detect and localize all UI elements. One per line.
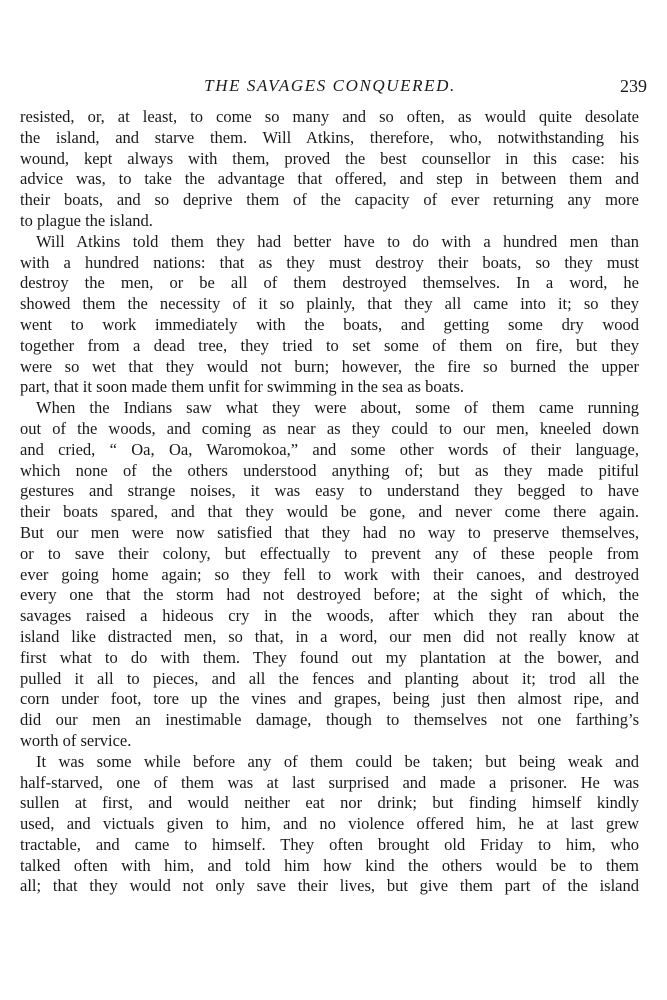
text-line: first what to do with them. They found out my plantation at the bower, and [20,647,639,667]
paragraph-first-line: Will Atkins told them they had better have to do with a hundred men than [36,231,639,251]
text-line: destroy the men, or be all of them destroyed themselves. In a word, he [20,273,639,293]
text-line: island like distracted men, so that, in a word, our men did not really know at [20,626,639,646]
text-line: ever going home again; so they fell to work with their canoes, and destroyed [20,564,639,584]
text-line: half-starved, one of them was at last surprised and made a prisoner. He was [20,772,639,792]
text-line: But our men were now satisfied that they had no way to preserve themselves, [20,522,639,542]
body-text [20,107,639,897]
text-line: used, and victuals given to him, and no violence offered him, he at last grew [20,814,639,834]
text-line: resisted, or, at least, to come so many and so often, as would quite desolate [20,107,639,126]
text-line: wound, kept always with them, proved the best counsellor in this case: his [20,148,639,168]
text-line: worth of service. [20,730,132,750]
text-line: their boats, and so deprive them of the capacity of ever returning any more [20,190,639,210]
text-line: advice was, to take the advantage that offered, and step in between them and [20,169,639,189]
paragraph-first-line: It was some while before any of them could be taken; but being weak and [36,751,639,771]
text-line: tractable, and came to himself. They often brought old Friday to him, who [20,834,639,854]
text-line: the island, and starve them. Will Atkins, therefore, who, notwithstanding his [20,127,639,147]
page-number: 239 [620,76,647,96]
text-line: talked often with him, and told him how kind the others would be to them [20,855,639,875]
text-line: part, that it soon made them unfit for swimming in the sea as boats. [20,377,465,397]
text-line: savages raised a hideous cry in the woods, after which they ran about the [20,606,639,626]
text-line: together from a dead tree, they tried to set some of them on fire, but they [20,335,639,355]
text-line: out of the woods, and coming as near as they could to our men, kneeled down [20,418,639,438]
running-head [0,73,667,99]
running-title: THE SAVAGES CONQUERED. [204,76,456,95]
text-line: were so wet that they would not burn; however, the fire so burned the upper [20,356,639,376]
text-line: to plague the island. [20,210,153,230]
text-line: gestures and strange noises, it was easy to understand they begged to have [20,481,639,501]
text-line: or to save their colony, but effectually to prevent any of these people from [20,543,639,563]
paragraph-first-line: When the Indians saw what they were about, some of them came running [36,398,639,418]
text-line: with a hundred nations: that as they must destroy their boats, so they must [20,252,639,272]
text-line: all; that they would not only save their lives, but give them part of the island [20,876,639,896]
text-line: corn under foot, tore up the vines and grapes, being just then almost ripe, and [20,689,639,709]
text-line: and cried, “ Oa, Oa, Waromokoa,” and some other words of their language, [20,439,639,459]
text-line: showed them the necessity of it so plainly, that they all came into it; so they [20,294,639,314]
text-line: did our men an inestimable damage, though to themselves not one farthing’s [20,710,639,730]
text-line: their boats spared, and that they would be gone, and never come there again. [20,502,639,522]
text-line: which none of the others understood anything of; but as they made pitiful [20,460,639,480]
text-line: sullen at first, and would neither eat nor drink; but finding himself kindly [20,793,639,813]
text-line: every one that the storm had not destroyed before; at the sight of which, the [20,585,639,605]
text-line: went to work immediately with the boats, and getting some dry wood [20,314,639,334]
text-line: pulled it all to pieces, and all the fences and planting about it; trod all the [20,668,639,688]
